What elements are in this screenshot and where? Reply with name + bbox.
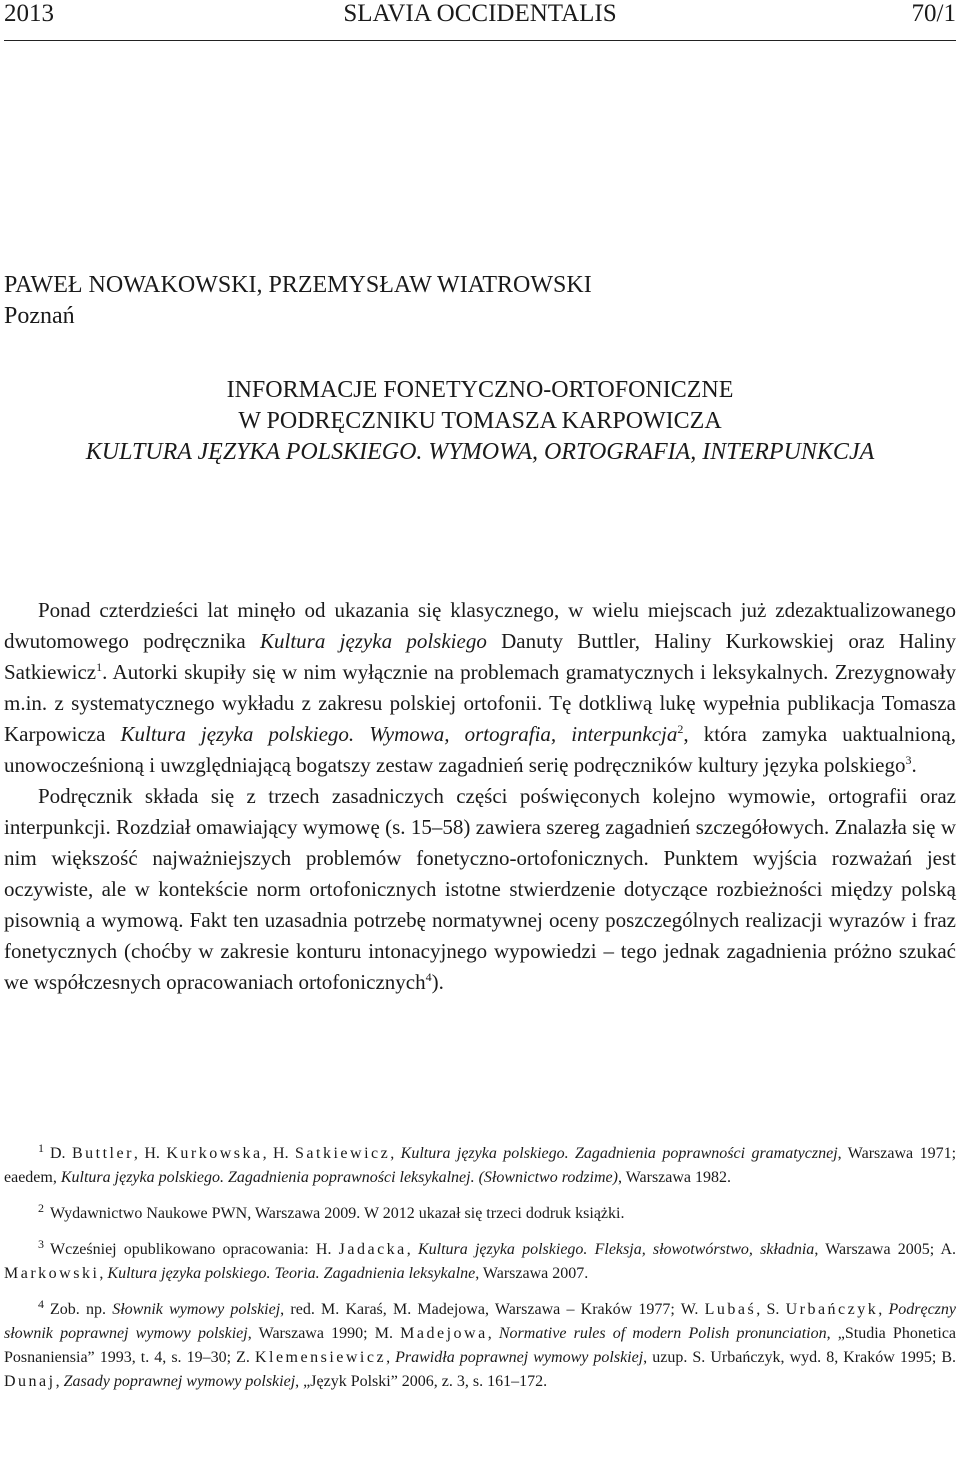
text-run: , „Studia Phonetica Posnaniensia” 1993, t. 4, s. 19–30; Z. (4, 1325, 957, 1366)
author-block (4, 270, 956, 332)
footnote-number: 3 (38, 1236, 44, 1251)
text-run-italic: Normative rules of modern Polish pronunciation (498, 1325, 827, 1342)
footnote-3 (4, 1238, 956, 1286)
author-spaced: Kurkowska (166, 1145, 263, 1162)
text-run: , która zamyka uaktualnioną, unowocześnioną i uwzględniającą bogatszy zestaw zagadnień serię podręczników kultury języka polskiego (4, 722, 956, 777)
header-journal: SLAVIA OCCIDENTALIS (343, 0, 617, 27)
author-spaced: Madejowa (400, 1325, 488, 1342)
body-text (4, 595, 956, 998)
text-run: Danuty Buttler, Haliny Kurkowskiej oraz Haliny Satkiewicz (4, 629, 956, 684)
text-run-italic: Prawidła poprawnej wymowy polskiej (395, 1349, 644, 1366)
text-run: ). (431, 970, 444, 994)
text-run: , S. (756, 1301, 786, 1318)
text-run-italic: Kultura języka polskiego. Wymowa, ortografia, interpunkcja (120, 722, 678, 746)
text-run-italic: Słownik wymowy polskiej (112, 1301, 281, 1318)
header-year: 2013 (4, 0, 54, 27)
footnote-number: 2 (38, 1200, 44, 1215)
author-city: Poznań (4, 303, 75, 329)
footnotes (4, 1142, 956, 1406)
title-line-3: KULTURA JĘZYKA POLSKIEGO. WYMOWA, ORTOGRAFIA, INTERPUNKCJA (85, 439, 875, 465)
title-line-1: INFORMACJE FONETYCZNO-ORTOFONICZNE (226, 377, 734, 403)
text-run: , Warszawa 1971; eaedem, (4, 1145, 957, 1186)
footnote-ref-2[interactable]: 2 (677, 722, 684, 736)
text-run: . (911, 753, 917, 777)
text-run: , uzup. S. Urbańczyk, wyd. 8, Kraków 1995; B. (643, 1349, 957, 1366)
text-run: Zob. np. (50, 1301, 113, 1318)
running-head (4, 0, 956, 30)
text-run: , (487, 1325, 499, 1342)
text-run-italic: Kultura języka polskiego. Teoria. Zagadnienia leksykalne (107, 1265, 476, 1282)
text-run-italic: Kultura języka polskiego (259, 629, 487, 653)
author-spaced: Dunaj (4, 1373, 56, 1390)
footnote-ref-4[interactable]: 4 (425, 970, 432, 984)
author-names: PAWEŁ NOWAKOWSKI, PRZEMYSŁAW WIATROWSKI (4, 272, 592, 298)
footnote-2 (4, 1202, 956, 1226)
text-run: , red. M. Karaś, M. Madejowa, Warszawa – Kraków 1977; W. (280, 1301, 705, 1318)
footnote-4 (4, 1298, 956, 1394)
text-run: , (386, 1349, 396, 1366)
text-run: , Warszawa 2005; A. (814, 1241, 957, 1258)
text-run: , Warszawa 1990; M. (247, 1325, 401, 1342)
text-run: , (99, 1265, 108, 1282)
text-run: , (878, 1301, 889, 1318)
text-run-italic: Kultura języka polskiego. Zagadnienia poprawności gramatycznej (400, 1145, 838, 1162)
text-run: , (406, 1241, 418, 1258)
text-run: , Warszawa 1982. (617, 1169, 732, 1186)
footnote-ref-1[interactable]: 1 (96, 660, 103, 674)
text-run-italic: Zasady poprawnej wymowy polskiej (63, 1373, 296, 1390)
author-spaced: Urbańczyk (785, 1301, 879, 1318)
text-run: , H. (262, 1145, 296, 1162)
text-run: D. (50, 1145, 72, 1162)
footnote-1 (4, 1142, 956, 1190)
text-run-italic: Podręczny słownik poprawnej wymowy polskiej (4, 1301, 956, 1342)
text-run-italic: Kultura języka polskiego. Zagadnienia poprawności leksykalnej. (Słownictwo rodzime) (60, 1169, 618, 1186)
author-spaced: Klemensiewicz (254, 1349, 387, 1366)
author-spaced: Lubaś (704, 1301, 757, 1318)
author-spaced: Markowski (4, 1265, 100, 1282)
paragraph-2 (4, 781, 956, 998)
footnote-number: 1 (38, 1140, 44, 1155)
author-spaced: Jadacka (338, 1241, 407, 1258)
text-run: Wcześniej opublikowano opracowania: H. (50, 1241, 339, 1258)
text-run: . Autorki skupiły się w nim wyłącznie na problemach gramatycznych i leksykalnych. Zrezygnowały m.in. z systematycznego wykładu z zakresu polskiej ortofonii. Tę dotkliwą lukę wypełnia publikacja Tomasza Karpowicza (4, 660, 956, 746)
text-run-italic: Kultura języka polskiego. Fleksja, słowotwórstwo, składnia (417, 1241, 815, 1258)
text-run: , Warszawa 2007. (475, 1265, 589, 1282)
text-run: Podręcznik składa się z trzech zasadniczych części poświęconych kolejno wymowie, ortografii oraz interpunkcji. Rozdział omawiający wymowę (s. 15–58) zawiera szereg zagadnień szczegółowych. Znalazła się w nim większość najważniejszych problemów fonetyczno-ortofonicznych. Punktem wyjścia rozważań jest oczywiste, ale w kontekście norm ortofonicznych istotne stwierdzenie dotyczące rozbieżności między polską pisownią a wymową. Fakt ten uzasadnia potrzebę normatywnej oceny poszczególnych realizacji wyrazów i fraz fonetycznych (choćby w zakresie konturu intonacyjnego wypowiedzi – tego jednak zagadnienia próżno szukać we współczesnych opracowaniach ortofonicznych (4, 784, 956, 994)
footnote-ref-3[interactable]: 3 (905, 753, 912, 767)
article-title (4, 375, 956, 468)
text-run: , (390, 1145, 401, 1162)
author-spaced: Satkiewicz (295, 1145, 391, 1162)
header-rule (4, 40, 956, 41)
header-volume: 70/1 (911, 0, 956, 27)
footnote-number: 4 (38, 1296, 44, 1311)
paragraph-1 (4, 595, 956, 781)
author-spaced: Buttler (71, 1145, 134, 1162)
text-run: , H. (133, 1145, 167, 1162)
text-run: Ponad czterdzieści lat minęło od ukazania się klasycznego, w wielu miejscach już zdezaktualizowanego dwutomowego podręcznika (4, 598, 956, 653)
title-line-2: W PODRĘCZNIKU TOMASZA KARPOWICZA (238, 408, 722, 434)
text-run: Wydawnictwo Naukowe PWN, Warszawa 2009. W 2012 ukazał się trzeci dodruk książki. (50, 1205, 625, 1222)
text-run: , (55, 1373, 64, 1390)
text-run: , „Język Polski” 2006, z. 3, s. 161–172. (295, 1373, 548, 1390)
